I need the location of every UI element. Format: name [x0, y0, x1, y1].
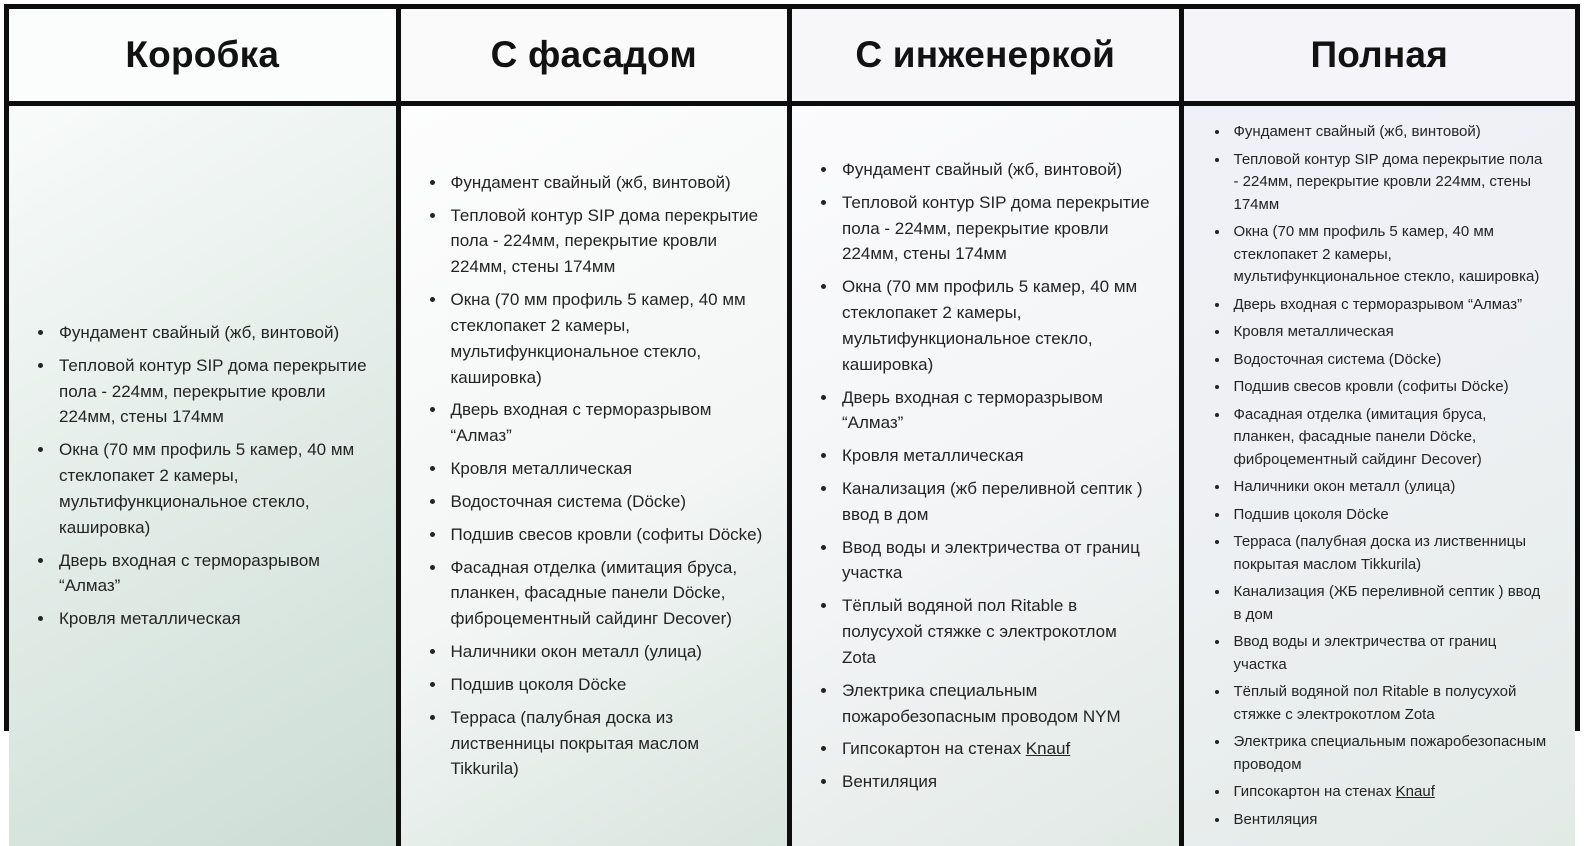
column-s-inzhenerkoy: [792, 9, 1184, 846]
package-item: • Тёплый водяной пол Ritable в полусухой стяжке с электрокотлом Zota: [1230, 681, 1552, 726]
column-polnaya: [1184, 9, 1576, 846]
package-item: • Наличники окон металл (улица): [1230, 476, 1552, 499]
package-item: • Вентиляция: [1230, 809, 1552, 832]
package-item: • Фундамент свайный (жб, винтовой): [55, 320, 372, 346]
package-item: • Фундамент свайный (жб, винтовой): [838, 157, 1155, 183]
package-item: • Дверь входная с терморазрывом “Алмаз”: [55, 548, 372, 600]
column-korobka: [9, 9, 401, 846]
package-items-list: [816, 150, 1155, 802]
package-item: • Вентиляция: [838, 769, 1155, 795]
package-item: • Кровля металлическая: [1230, 321, 1552, 344]
package-item: • Фасадная отделка (имитация бруса, планкен, фасадные панели Döcke, фиброцементный сайдинг Decover): [447, 555, 764, 632]
package-item: • Дверь входная с терморазрывом “Алмаз”: [447, 397, 764, 449]
package-item: • Подшив цоколя Döcke: [1230, 504, 1552, 527]
package-item: • Кровля металлическая: [55, 606, 372, 632]
package-title-s-fasadom: С фасадом: [401, 9, 788, 106]
package-item: • Гипсокартон на стенах Knauf: [838, 736, 1155, 762]
knauf-link[interactable]: Knauf: [1395, 783, 1435, 800]
package-item: • Окна (70 мм профиль 5 камер, 40 мм стеклопакет 2 камеры, мультифункциональное стекло, кашировка): [838, 274, 1155, 377]
package-item: • Подшив свесов кровли (софиты Döcke): [447, 522, 764, 548]
package-body-korobka: [9, 106, 396, 846]
package-item: • Канализация (жб переливной септик ) ввод в дом: [838, 476, 1155, 528]
package-item: • Фундамент свайный (жб, винтовой): [447, 170, 764, 196]
package-item: • Водосточная система (Döcke): [447, 489, 764, 515]
package-item: • Тёплый водяной пол Ritable в полусухой стяжке с электрокотлом Zota: [838, 593, 1155, 670]
package-item: • Наличники окон металл (улица): [447, 639, 764, 665]
package-item: • Кровля металлическая: [838, 443, 1155, 469]
package-title-s-inzhenerkoy: С инженеркой: [792, 9, 1179, 106]
package-item: • Тепловой контур SIP дома перекрытие пола - 224мм, перекрытие кровли 224мм, стены 174мм: [838, 190, 1155, 267]
package-item: • Канализация (ЖБ переливной септик ) ввод в дом: [1230, 581, 1552, 626]
package-item: • Подшив цоколя Döcke: [447, 672, 764, 698]
package-items-list: [425, 163, 764, 789]
package-item: • Тепловой контур SIP дома перекрытие пола - 224мм, перекрытие кровли 224мм, стены 174мм: [1230, 149, 1552, 217]
column-s-fasadom: [401, 9, 793, 846]
package-body-s-fasadom: [401, 106, 788, 846]
package-body-s-inzhenerkoy: [792, 106, 1179, 846]
package-item: • Подшив свесов кровли (софиты Döcke): [1230, 376, 1552, 399]
package-item: • Ввод воды и электричества от границ участка: [838, 535, 1155, 587]
package-item: • Терраса (палубная доска из лиственницы покрытая маслом Tikkurila): [1230, 531, 1552, 576]
package-items-list: [33, 313, 372, 639]
package-title-polnaya: Полная: [1184, 9, 1576, 106]
package-item: • Тепловой контур SIP дома перекрытие пола - 224мм, перекрытие кровли 224мм, стены 174мм: [447, 203, 764, 280]
package-item: • Окна (70 мм профиль 5 камер, 40 мм стеклопакет 2 камеры, мультифункциональное стекло, кашировка): [447, 287, 764, 390]
package-body-polnaya: [1184, 106, 1576, 846]
package-item: • Ввод воды и электричества от границ участка: [1230, 631, 1552, 676]
package-title-korobka: Коробка: [9, 9, 396, 106]
package-item: • Окна (70 мм профиль 5 камер, 40 мм стеклопакет 2 камеры, мультифункциональное стекло, кашировка): [1230, 221, 1552, 289]
package-items-list: [1208, 116, 1552, 836]
package-item: • Кровля металлическая: [447, 456, 764, 482]
package-item: • Гипсокартон на стенах Knauf: [1230, 781, 1552, 804]
package-item: • Фундамент свайный (жб, винтовой): [1230, 121, 1552, 144]
package-item: • Дверь входная с терморазрывом “Алмаз”: [1230, 294, 1552, 317]
package-item: • Терраса (палубная доска из лиственницы покрытая маслом Tikkurila): [447, 705, 764, 782]
package-item: • Дверь входная с терморазрывом “Алмаз”: [838, 385, 1155, 437]
packages-comparison-table: [4, 4, 1580, 828]
package-item: • Водосточная система (Döcke): [1230, 349, 1552, 372]
package-item: • Электрика специальным пожаробезопасным проводом NYM: [838, 678, 1155, 730]
package-item: • Окна (70 мм профиль 5 камер, 40 мм стеклопакет 2 камеры, мультифункциональное стекло, кашировка): [55, 437, 372, 540]
package-item: • Фасадная отделка (имитация бруса, планкен, фасадные панели Döcke, фиброцементный сайдинг Decover): [1230, 404, 1552, 472]
knauf-link[interactable]: Knauf: [1025, 739, 1071, 759]
package-item: • Тепловой контур SIP дома перекрытие пола - 224мм, перекрытие кровли 224мм, стены 174мм: [55, 353, 372, 430]
package-item: • Электрика специальным пожаробезопасным проводом: [1230, 731, 1552, 776]
